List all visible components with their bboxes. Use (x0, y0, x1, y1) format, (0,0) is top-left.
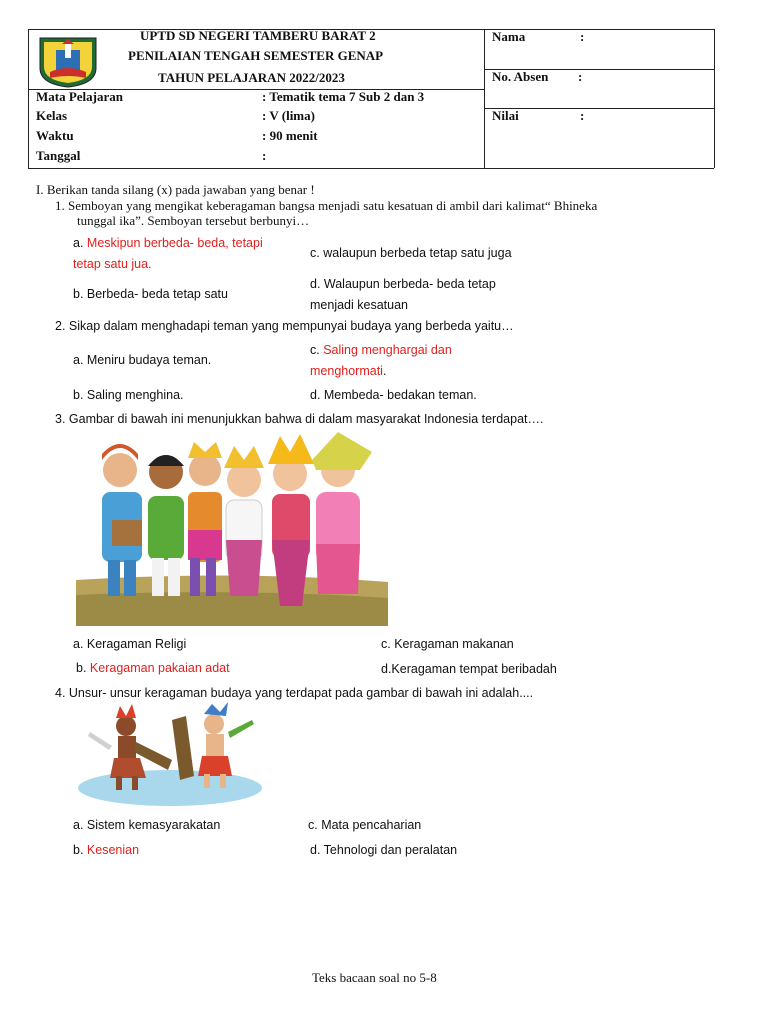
absen-label: No. Absen (492, 69, 549, 84)
date-label: Tanggal (36, 148, 81, 163)
q4-option-c[interactable]: c. Mata pencaharian (308, 818, 422, 832)
q2-option-c-answer-line1: Saling menghargai dan (323, 343, 452, 357)
q2-option-c-answer-line2: menghormati (310, 364, 383, 378)
q3-option-b-prefix: b. (76, 661, 87, 675)
score-label: Nilai (492, 108, 519, 123)
school-name: UPTD SD NEGERI TAMBERU BARAT 2 (140, 28, 376, 43)
q2-option-b[interactable]: b. Saling menghina. (73, 388, 184, 402)
q4-option-a[interactable]: a. Sistem kemasyarakatan (73, 818, 221, 832)
exam-title: PENILAIAN TENGAH SEMESTER GENAP (128, 48, 384, 63)
subject-label: Mata Pelajaran (36, 89, 124, 104)
name-label: Nama (492, 29, 526, 44)
q3-option-d[interactable]: d.Keragaman tempat beribadah (381, 662, 557, 676)
q2-option-d[interactable]: d. Membeda- bedakan teman. (310, 388, 477, 402)
q2-option-c[interactable] (310, 343, 452, 357)
q3-option-b-answer: Keragaman pakaian adat (89, 661, 230, 675)
q1-option-a-answer-line1: Meskipun berbeda- beda, tetapi (86, 236, 263, 250)
q2-option-c-line2 (310, 364, 386, 378)
q1-option-a-answer-line2: tetap satu jua. (73, 257, 152, 271)
q3-option-c[interactable]: c. Keragaman makanan (381, 637, 514, 651)
traditional-dance-image (76, 702, 264, 808)
q2-option-c-prefix: c. (310, 343, 320, 357)
traditional-clothing-image (76, 430, 388, 626)
q4-text: 4. Unsur- unsur keragaman budaya yang terdapat pada gambar di bawah ini adalah.... (55, 686, 534, 700)
academic-year: TAHUN PELAJARAN 2022/2023 (158, 70, 345, 85)
class-value: : V (lima) (262, 108, 315, 123)
subject-value: : Tematik tema 7 Sub 2 dan 3 (262, 89, 425, 104)
q1-option-c[interactable]: c. walaupun berbeda tetap satu juga (310, 246, 512, 260)
q4-option-b-prefix: b. (73, 843, 84, 857)
q4-option-d[interactable]: d. Tehnologi dan peralatan (310, 843, 458, 857)
q1-option-a[interactable] (73, 236, 263, 250)
q3-option-a[interactable]: a. Keragaman Religi (73, 637, 187, 651)
date-value: : (262, 148, 267, 163)
reading-text-heading: Teks bacaan soal no 5-8 (312, 970, 437, 985)
q4-option-b-answer: Kesenian (86, 843, 140, 857)
q2-option-c-dot: . (382, 364, 387, 378)
time-label: Waktu (36, 128, 74, 143)
q1-option-d[interactable]: d. Walaupun berbeda- beda tetap (310, 277, 496, 291)
time-value: : 90 menit (262, 128, 318, 143)
name-field[interactable]: : (580, 29, 585, 44)
q1-text-line1: 1. Semboyan yang mengikat keberagaman bangsa menjadi satu kesatuan di ambil dari kalimat“ Bhineka (55, 198, 598, 213)
q3-text: 3. Gambar di bawah ini menunjukkan bahwa di dalam masyarakat Indonesia terdapat…. (55, 412, 544, 426)
q2-text: 2. Sikap dalam menghadapi teman yang mempunyai budaya yang berbeda yaitu… (55, 319, 514, 333)
absen-field[interactable]: : (578, 69, 583, 84)
score-field[interactable]: : (580, 108, 585, 123)
class-label: Kelas (36, 108, 68, 123)
q1-option-a-prefix: a. (73, 236, 84, 250)
q1-option-d-line2: menjadi kesatuan (310, 298, 408, 312)
instruction: I. Berikan tanda silang (x) pada jawaban yang benar ! (36, 182, 315, 197)
q1-text-line2: tunggal ika”. Semboyan tersebut berbunyi… (77, 213, 310, 228)
q4-option-b[interactable] (73, 843, 139, 857)
q3-option-b[interactable] (76, 661, 230, 675)
q2-option-a[interactable]: a. Meniru budaya teman. (73, 353, 212, 367)
school-logo (36, 34, 100, 88)
q1-option-b[interactable]: b. Berbeda- beda tetap satu (73, 287, 228, 301)
